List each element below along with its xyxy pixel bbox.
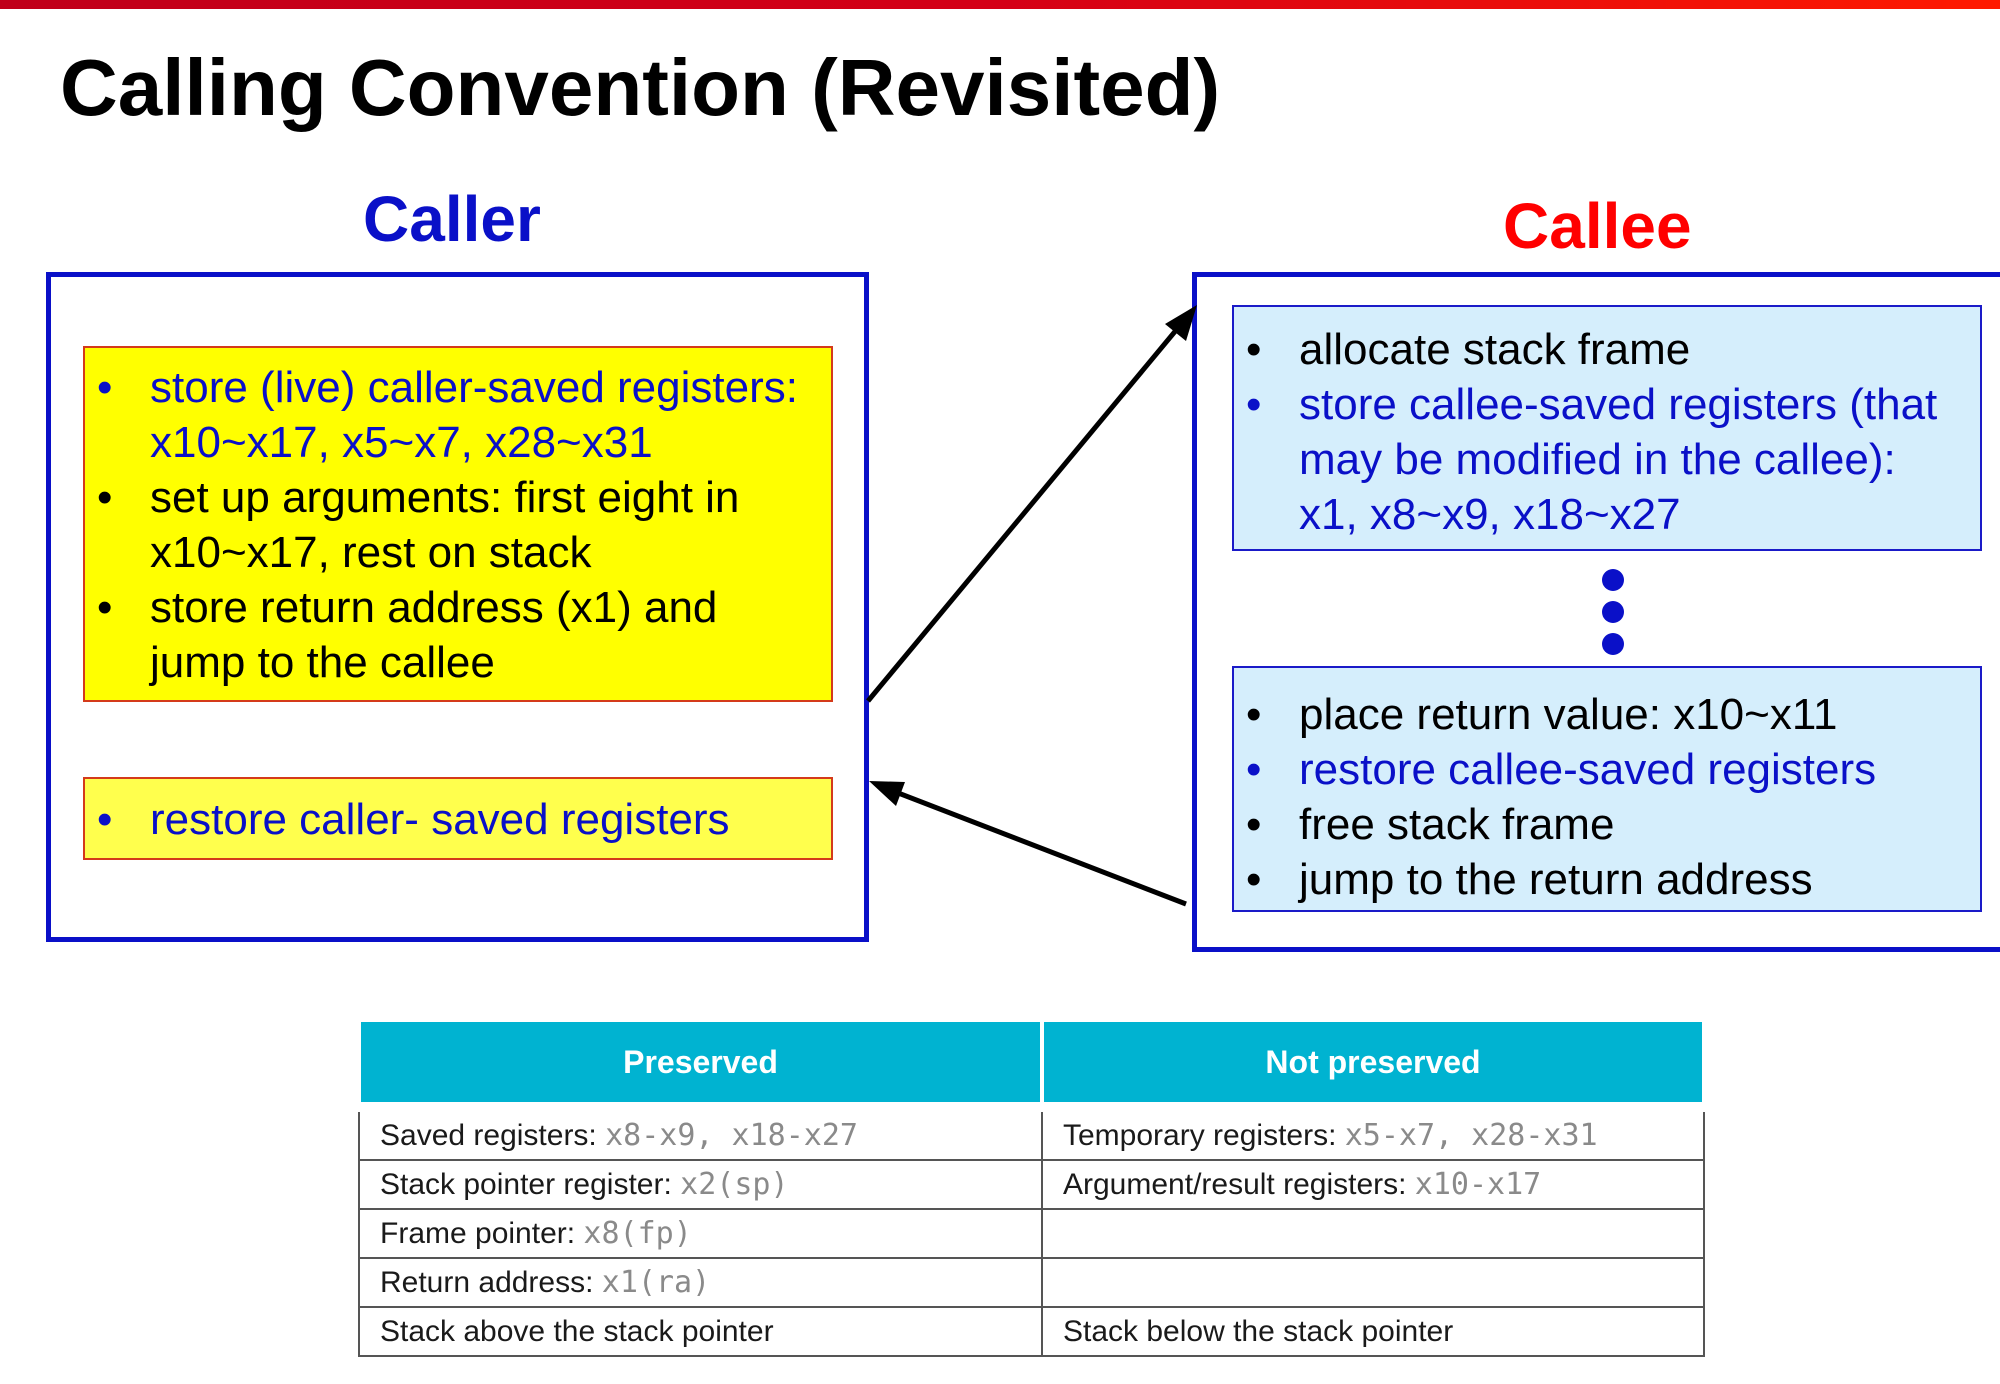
not-preserved-cell <box>1042 1258 1704 1307</box>
cell-register-code: x10-x17 <box>1414 1167 1542 1202</box>
bullet-line: • store callee-saved registers (that <box>1299 380 1938 429</box>
bullet-line: may be modified in the callee): <box>1299 435 1896 484</box>
table-row <box>359 1107 1704 1160</box>
cell-register-code: x5-x7, x28-x31 <box>1344 1118 1598 1153</box>
return-arrow <box>880 786 1186 904</box>
cell-label: Stack pointer register: <box>380 1168 681 1201</box>
slide-title: Calling Convention (Revisited) <box>60 43 1221 132</box>
cell-label: Return address: <box>380 1266 602 1299</box>
preserved-cell <box>359 1107 1042 1160</box>
call-arrow <box>868 311 1192 701</box>
cell-register-code: x8-x9, x18-x27 <box>605 1118 858 1153</box>
table-header-row <box>359 1022 1704 1107</box>
not-preserved-cell <box>1042 1307 1704 1356</box>
not-preserved-cell <box>1042 1160 1704 1209</box>
bullet-line: x10~x17, x5~x7, x28~x31 <box>150 418 653 467</box>
callee-heading: Callee <box>1503 190 1692 262</box>
bullet-line: • restore caller- saved registers <box>150 795 730 844</box>
cell-label: Temporary registers: <box>1063 1119 1345 1152</box>
cell-label: Saved registers: <box>380 1119 606 1152</box>
header-preserved: Preserved <box>359 1022 1042 1107</box>
table-row <box>359 1307 1704 1356</box>
preserved-cell <box>359 1258 1042 1307</box>
return-arrowhead <box>869 781 905 806</box>
cell-register-code: x1(ra) <box>601 1265 711 1300</box>
bullet-line: x1, x8~x9, x18~x27 <box>1299 490 1681 539</box>
cell-label: Stack above the stack pointer <box>380 1315 774 1348</box>
table-row <box>359 1258 1704 1307</box>
cell-register-code: x8(fp) <box>583 1216 692 1251</box>
table-body <box>359 1107 1704 1356</box>
cell-register-code: x2(sp) <box>680 1167 789 1202</box>
bullet-line: • place return value: x10~x11 <box>1299 690 1838 739</box>
table-row <box>359 1160 1704 1209</box>
cell-label: Frame pointer: <box>380 1217 584 1250</box>
bullet-line: • store return address (x1) and <box>150 583 718 632</box>
bullet-line: • store (live) caller-saved registers: <box>150 363 798 412</box>
not-preserved-cell <box>1042 1209 1704 1258</box>
preserved-cell <box>359 1160 1042 1209</box>
bullet-line: jump to the callee <box>150 638 495 687</box>
table-row <box>359 1209 1704 1258</box>
bullet-line: • set up arguments: first eight in <box>150 473 740 522</box>
cell-label: Argument/result registers: <box>1063 1168 1415 1201</box>
bullet-line: • restore callee-saved registers <box>1299 745 1877 794</box>
bullet-line: • free stack frame <box>1299 800 1615 849</box>
not-preserved-cell <box>1042 1107 1704 1160</box>
header-not-preserved: Not preserved <box>1042 1022 1704 1107</box>
caller-heading: Caller <box>363 183 541 255</box>
preserved-cell <box>359 1209 1042 1258</box>
bullet-line: • jump to the return address <box>1299 855 1813 904</box>
bullet-line: • allocate stack frame <box>1299 325 1691 374</box>
cell-label: Stack below the stack pointer <box>1063 1315 1454 1348</box>
register-convention-table <box>357 1022 1706 1357</box>
preserved-cell <box>359 1307 1042 1356</box>
bullet-line: x10~x17, rest on stack <box>150 528 592 577</box>
